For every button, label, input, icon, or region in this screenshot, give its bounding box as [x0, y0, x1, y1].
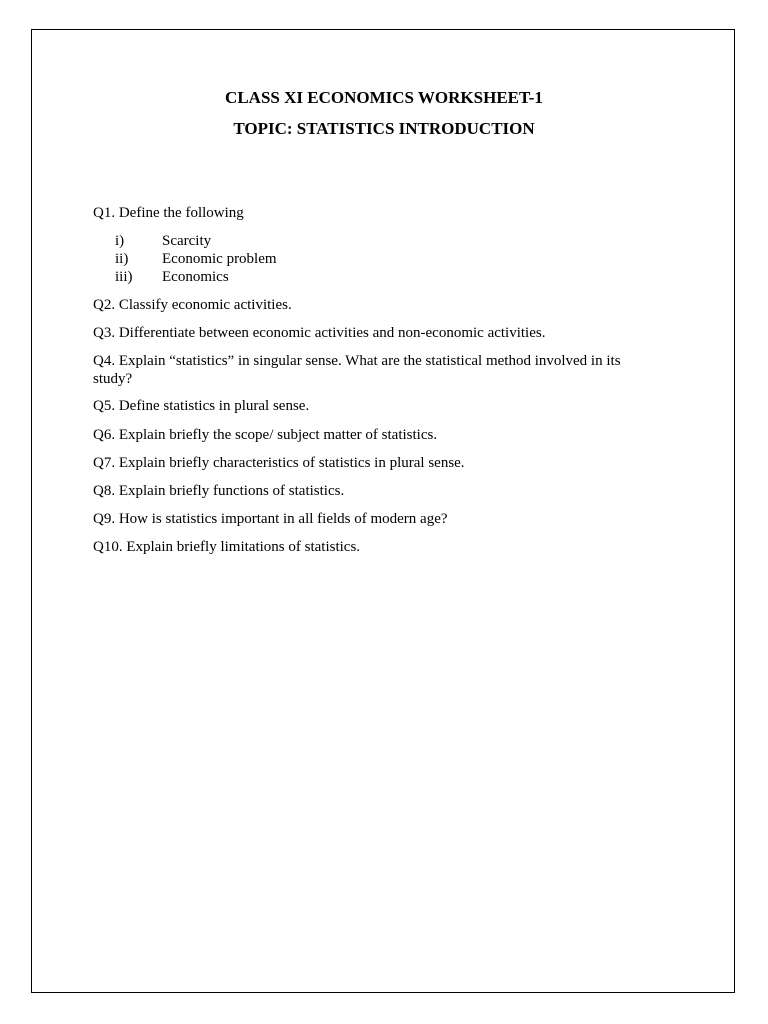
question-9: Q9. How is statistics important in all fields of modern age?	[93, 511, 448, 527]
question-5: Q5. Define statistics in plural sense.	[93, 398, 310, 414]
q1-item-text: Scarcity	[162, 233, 212, 249]
q1-item-text: Economics	[162, 269, 229, 285]
q1-item-number: ii)	[115, 251, 129, 267]
q1-item-text: Economic problem	[162, 251, 277, 267]
question-4: Q4. Explain “statistics” in singular sense. What are the statistical method involved in its study?	[93, 353, 621, 387]
question-10: Q10. Explain briefly limitations of statistics.	[93, 539, 361, 555]
q1-item-number: iii)	[115, 269, 133, 285]
q1-item-number: i)	[115, 233, 125, 249]
question-7: Q7. Explain briefly characteristics of statistics in plural sense.	[93, 455, 465, 471]
question-6: Q6. Explain briefly the scope/ subject matter of statistics.	[93, 427, 438, 443]
worksheet-title: CLASS XI ECONOMICS WORKSHEET-1	[225, 88, 543, 107]
question-2: Q2. Classify economic activities.	[93, 297, 292, 313]
worksheet-topic: TOPIC: STATISTICS INTRODUCTION	[233, 119, 535, 138]
question-1: Q1. Define the following	[93, 205, 244, 221]
question-3: Q3. Differentiate between economic activities and non-economic activities.	[93, 325, 546, 341]
question-8: Q8. Explain briefly functions of statistics.	[93, 483, 345, 499]
